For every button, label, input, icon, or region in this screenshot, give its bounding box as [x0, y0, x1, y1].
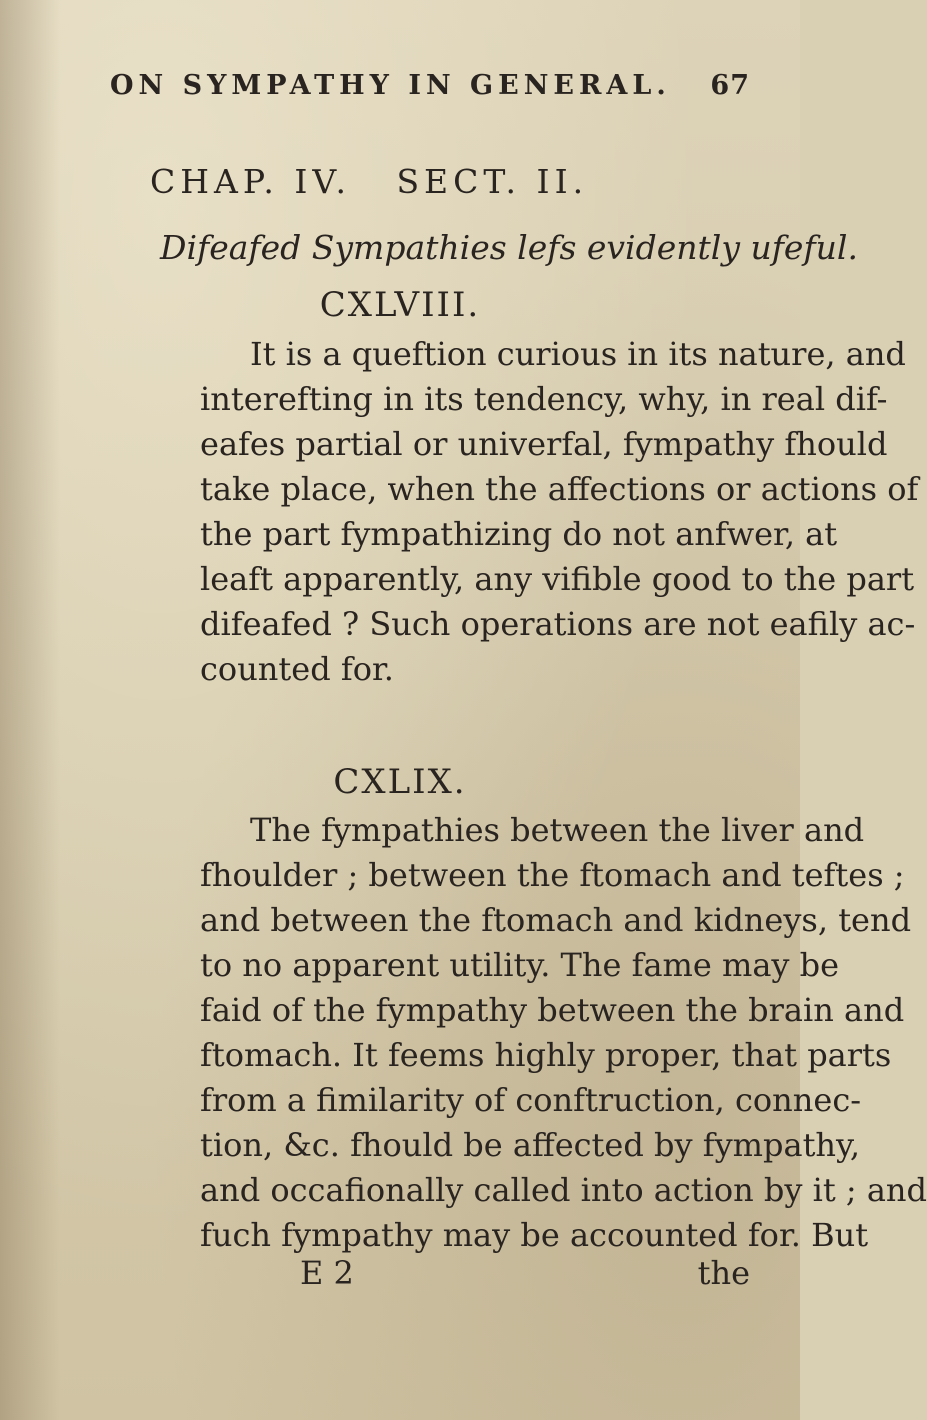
text-line: The fympathies between the liver and [250, 811, 865, 849]
text-line: and occafionally called into action by it ; and [200, 1171, 927, 1209]
running-head [110, 70, 750, 110]
catchword: the [697, 1254, 750, 1292]
text-line: ftomach. It feems highly proper, that parts [200, 1036, 892, 1074]
section-label: SECT. II. [396, 162, 589, 201]
running-head-title: ON SYMPATHY IN GENERAL. [110, 70, 671, 101]
chapter-label: CHAP. IV. [150, 162, 351, 201]
text-line: to no apparent utility. The fame may be [200, 946, 840, 984]
text-line: counted for. [200, 650, 394, 688]
page-number: 67 [710, 70, 750, 101]
text-line: It is a queftion curious in its nature, and [250, 335, 906, 373]
text-line: faid of the fympathy between the brain and [200, 991, 905, 1029]
text-line: the part fympathizing do not anfwer, at [200, 515, 838, 553]
page-gutter-shadow [0, 0, 60, 1420]
section-subtitle: Difeafed Sympathies lefs evidently ufeful. [160, 228, 858, 267]
text-line: tion, &c. fhould be affected by fympathy, [200, 1126, 861, 1164]
section-number: CXLIX. [333, 762, 467, 802]
text-line: interefting in its tendency, why, in real dif- [200, 380, 888, 418]
paragraph [200, 332, 919, 692]
section-number: CXLVIII. [319, 285, 481, 325]
text-line: from a fimilarity of conftruction, connec- [200, 1081, 862, 1119]
page-footer [300, 1254, 750, 1294]
signature-mark: E 2 [300, 1254, 354, 1292]
text-line: fuch fympathy may be accounted for. But [200, 1216, 869, 1254]
text-line: and between the ftomach and kidneys, tend [200, 901, 912, 939]
text-line: difeafed ? Such operations are not eafily ac- [200, 605, 916, 643]
paragraph [200, 808, 927, 1258]
text-line: eafes partial or univerfal, fympathy fhould [200, 425, 888, 463]
text-line: fhoulder ; between the ftomach and teftes ; [200, 856, 905, 894]
text-line: take place, when the affections or actions of [200, 470, 919, 508]
text-line: leaft apparently, any vifible good to the part [200, 560, 915, 598]
chapter-heading [150, 162, 630, 201]
